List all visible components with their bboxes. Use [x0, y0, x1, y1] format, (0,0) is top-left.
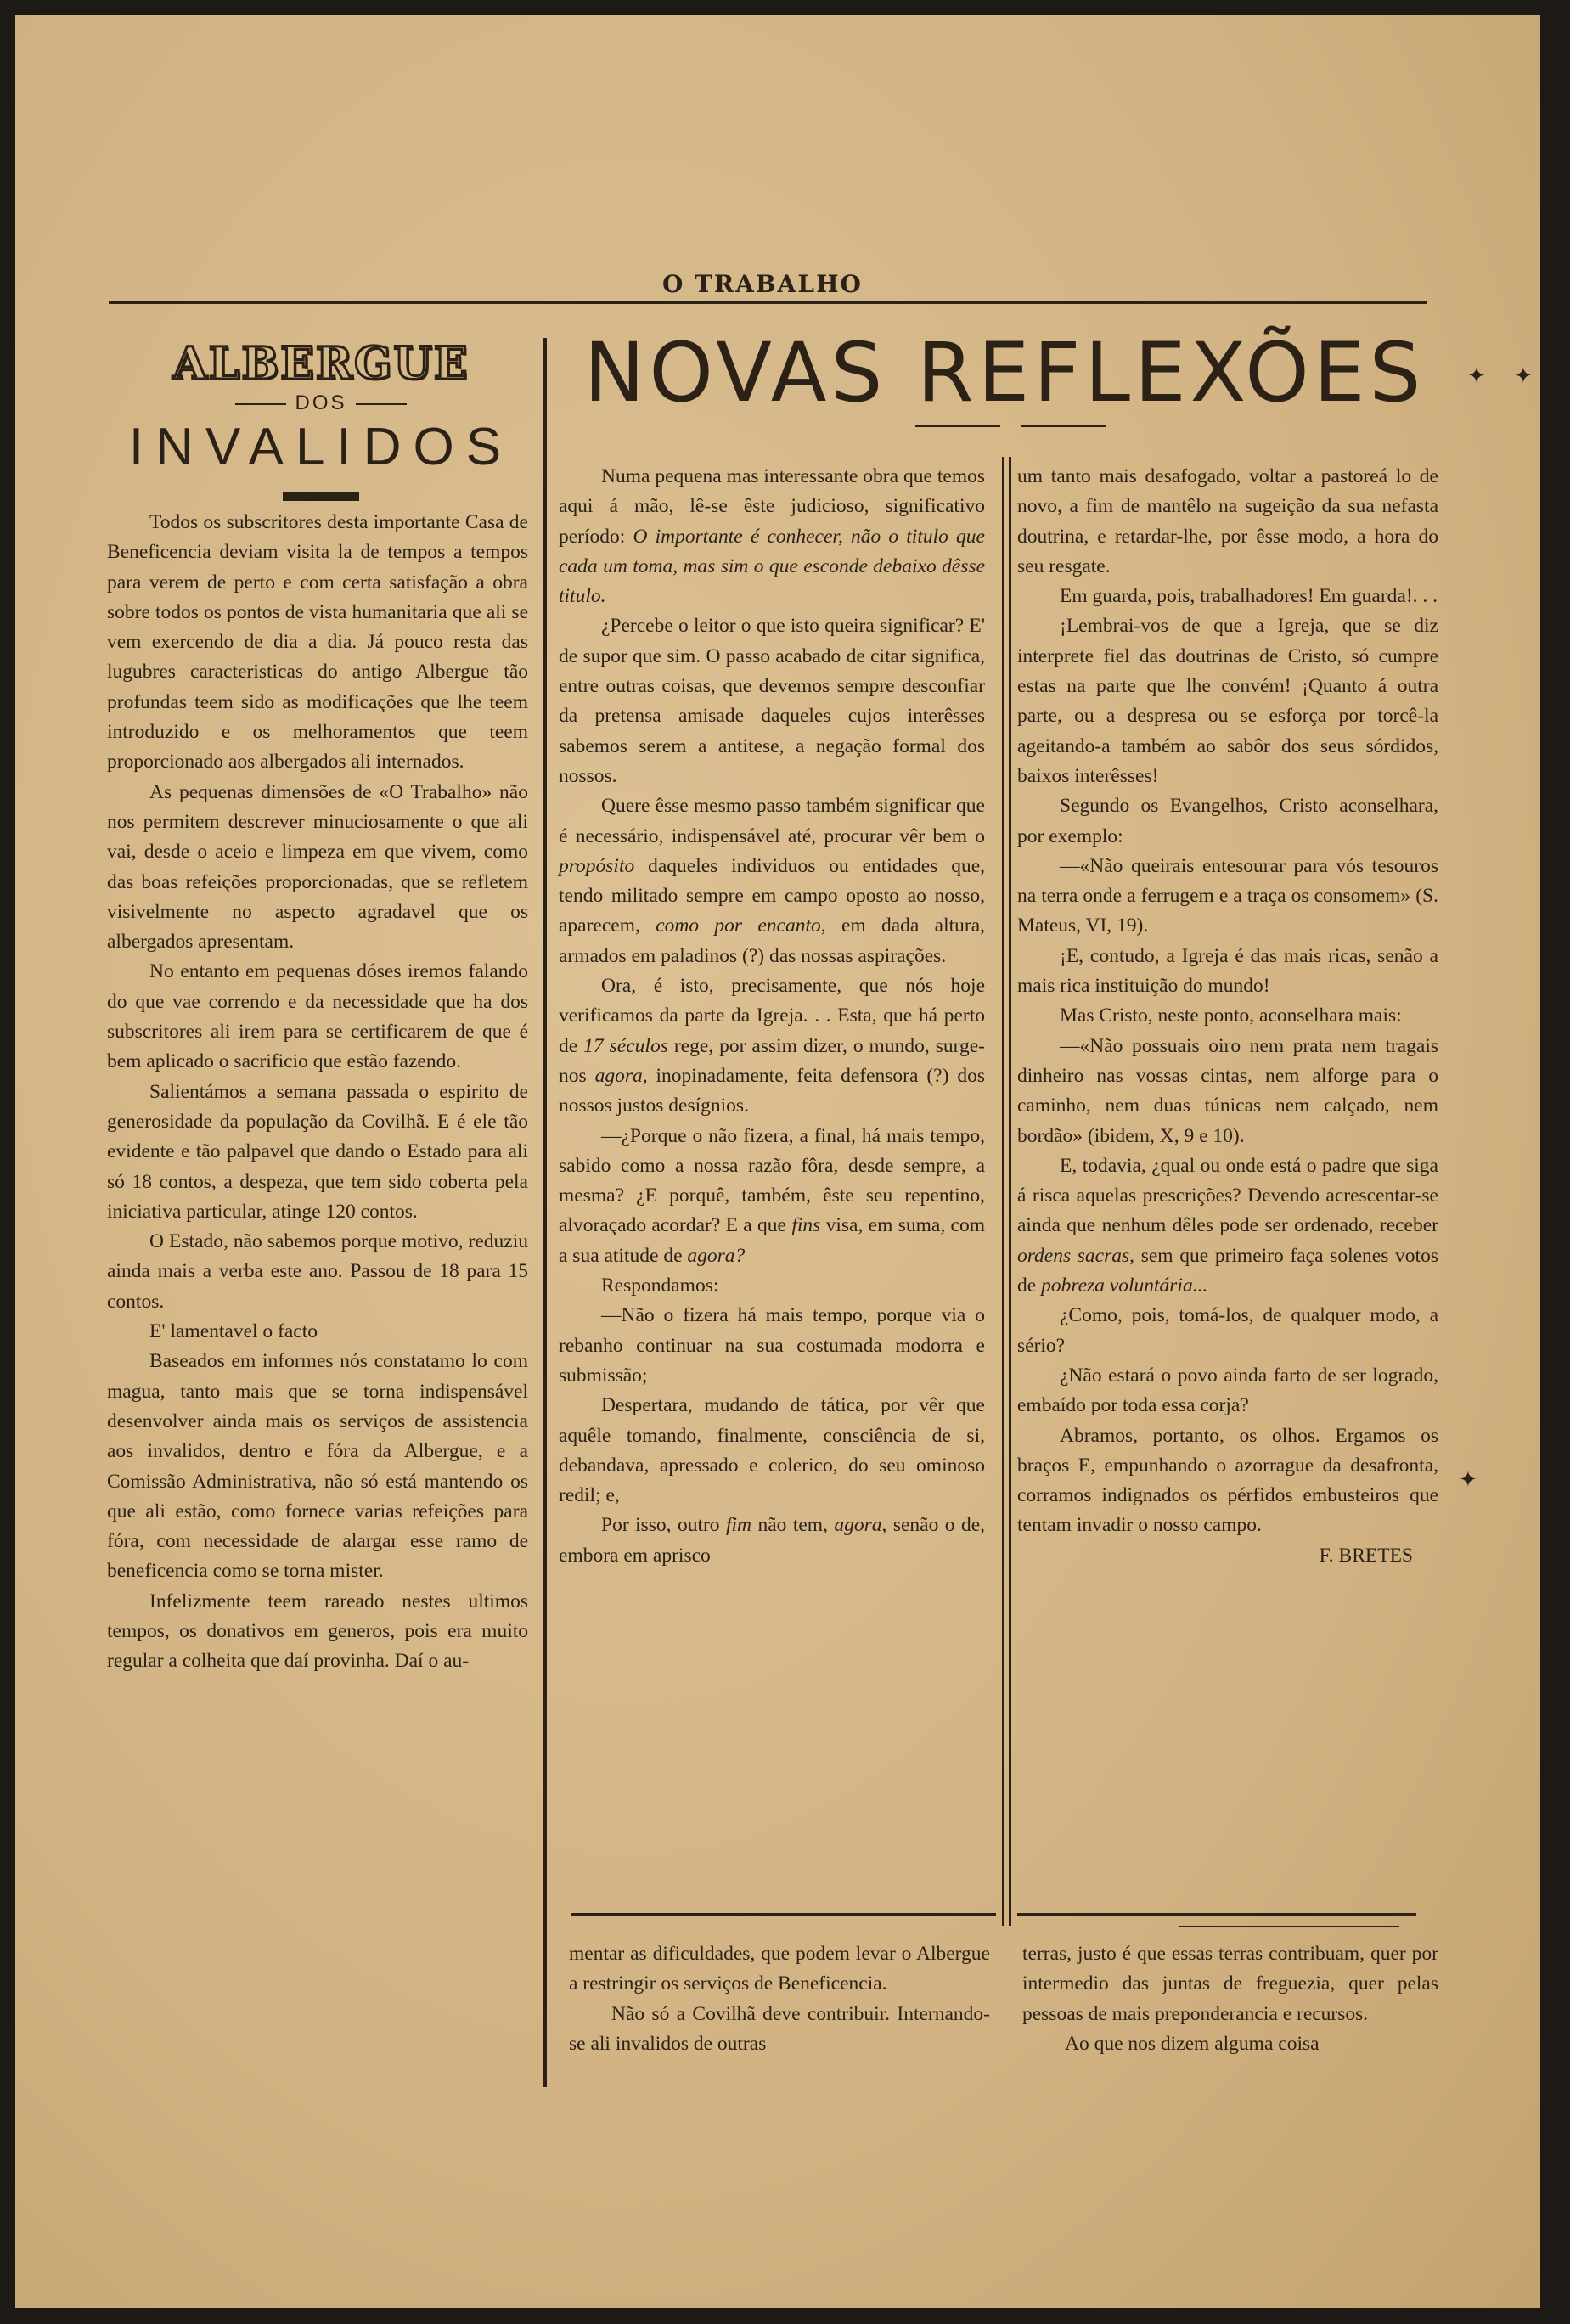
italic-run: propósito — [559, 854, 635, 877]
left-headline — [100, 338, 542, 501]
italic-run: agora — [834, 1514, 882, 1537]
italic-run: pobreza voluntária... — [1041, 1275, 1208, 1297]
text-run: Por isso, outro — [601, 1514, 726, 1537]
reflexoes-paragraph: ¿Percebe o leitor o que isto queira significar? E' de supor que sim. O passo acabado de citar significa, entre outras coisas, que devemos sempre desconfiar da pretensa amisade daqueles cujos interêsses sabemos serem a antitese, a negação formal dos nossos. — [559, 615, 985, 787]
reflexoes-paragraph — [559, 1122, 985, 1271]
albergue-continuation-col-1 — [569, 1939, 990, 2059]
headline-dos: DOS — [100, 391, 542, 415]
reflexoes-paragraph: ¿Não estará o povo ainda farto de ser logrado, embaído por toda essa corja? — [1017, 1364, 1438, 1417]
text-run: E, todavia, ¿qual ou onde está o padre que siga á risca aquelas prescrições? Devendo acrescentar-se ainda que nenhum dêles pode ser ordenado, receber — [1017, 1154, 1438, 1237]
article-end-rule-left — [571, 1913, 996, 1916]
reflexoes-paragraph: Despertara, mudando de tática, por vêr que aquêle tomando, finalmente, consciência de si, debandava, apressado e colerico, do seu ominoso redil; e, — [559, 1394, 985, 1507]
text-run: visa, em suma, com a sua atitude de — [559, 1214, 985, 1267]
reflexoes-paragraph — [559, 1511, 985, 1571]
headline-invalidos: INVALIDOS — [128, 418, 514, 476]
albergue-paragraph: Não só a Covilhã deve contribuir. Internando-se ali invalidos de outras — [569, 2002, 990, 2055]
albergue-paragraph: Infelizmente teem rareado nestes ultimos tempos, os donativos em generos, pois era muito regular a colheita que daí provinha. Daí o au- — [107, 1590, 528, 1673]
albergue-paragraph: Salientámos a semana passada o espirito de generosidade da população da Covilhã. E é ele tão evidente e tão palpavel que dando o Estado para ali só 18 contos, a despeza, que tem sido coberta pela iniciativa particular, atinge 120 contos. — [107, 1080, 528, 1223]
text-run: daqueles individuos ou entidades que, tendo militado sempre em campo oposto ao nosso, aparecem, — [559, 854, 985, 937]
reflexoes-paragraph — [559, 791, 985, 971]
reflexoes-paragraph: ¡Lembrai-vos de que a Igreja, que se diz interprete fiel das doutrinas de Cristo, só cumpre estas na parte que lhe convém! ¡Quanto á outra parte, ou a despresa ou se esforça por torcê-la ageitando-a também ao sabôr dos seus sórdidos, baixos interêsses! — [1017, 615, 1438, 787]
reflexoes-paragraph: Em guarda, pois, trabalhadores! Em guarda!. . . — [1060, 585, 1438, 608]
italic-run: ordens sacras — [1017, 1244, 1130, 1267]
left-column — [107, 508, 528, 1677]
column-rule-3 — [1009, 457, 1011, 1926]
albergue-paragraph: Todos os subscritores desta importante Casa de Beneficencia deviam visita la de tempos a tempos para verem de perto e com certa satisfação a obra sobre todos os pontos de vista humanitaria que ali se vem exercendo de dia a dia. Já pouco resta das lugubres caracteristicas do antigo Albergue tão profundas teem sido as modificações que lhe teem introduzido e os melhoramentos que teem proporcionado aos albergados ali internados. — [107, 511, 528, 774]
reflexoes-paragraph: —«Não queirais entesourar para vós tesouros na terra onde a ferrugem e a traça os consomem» (S. Mateus, VI, 19). — [1017, 854, 1438, 937]
reflexoes-paragraph — [559, 462, 985, 611]
reflexoes-paragraph: ¿Como, pois, tomá-los, de qualquer modo, a sério? — [1017, 1304, 1438, 1357]
albergue-paragraph: Baseados em informes nós constatamo lo com magua, tanto mais que se torna indispensável desenvolver ainda mais os serviços de assistencia aos invalidos, dentro e fóra da Albergue, e a Comissão Administrativa, não só está mantendo os que ali estão, como fornece varias refeições para fóra, com necessidade de alargar esse ramo de beneficencia como se torna mister. — [107, 1350, 528, 1583]
text-run: , inopinadamente, feita defensora (?) dos nossos justos desígnios. — [559, 1064, 985, 1117]
albergue-paragraph: Ao que nos dizem alguma coisa — [1065, 2032, 1320, 2055]
text-run: Numa pequena mas interessante obra que temos aqui á mão, lê-se êste judicioso, significativo período: — [559, 465, 985, 548]
italic-run: como por encanto — [656, 914, 821, 937]
headline-novas-reflexoes: NOVAS REFLEXÕES — [583, 325, 1426, 420]
italic-run: 17 séculos — [583, 1034, 668, 1057]
title-rule-right — [1021, 425, 1106, 427]
article-end-rule-right — [1017, 1913, 1416, 1916]
text-run: Quere êsse mesmo passo também significar que é necessário, indispensável até, procurar vêr bem o — [559, 795, 985, 847]
speck-mark: ✦ — [1467, 363, 1486, 388]
headline-bar — [283, 492, 359, 501]
italic-run: fins — [791, 1214, 821, 1237]
reflexoes-paragraph: —Não o fizera há mais tempo, porque via o rebanho continuar na sua costumada modorra e submissão; — [559, 1304, 985, 1387]
speck-mark: ✦ — [1514, 363, 1533, 388]
albergue-paragraph: mentar as dificuldades, que podem levar o Albergue a restringir os serviços de Beneficencia. — [569, 1943, 990, 1995]
reflexoes-paragraph: —«Não possuais oiro nem prata nem tragais dinheiro nas vossas cintas, nem alforge para o caminho, nem duas túnicas nem calçado, nem bordão» (ibidem, X, 9 e 10). — [1017, 1034, 1438, 1147]
speck-mark: ✦ — [1459, 1467, 1477, 1492]
reflexoes-paragraph: Abramos, portanto, os olhos. Ergamos os braços E, empunhando o azorrague da desafronta, corramos indignados os pérfidos embusteiros que tentam invadir o nosso campo. — [1017, 1424, 1438, 1537]
italic-run: O importante é conhecer, não o titulo que cada um toma, mas sim o que esconde debaixo dêsse titulo. — [559, 525, 985, 608]
masthead: O TRABALHO — [662, 270, 863, 298]
text-run: , senão o de, embora em aprisco — [559, 1514, 986, 1567]
reflexoes-paragraph: ¡E, contudo, a Igreja é das mais ricas, senão a mais rica instituição do mundo! — [1017, 944, 1438, 998]
text-run: Ora, é isto, precisamente, que nós hoje verificamos da parte da Igreja. . . Esta, que há perto de — [559, 975, 985, 1057]
reflexoes-paragraph: Segundo os Evangelhos, Cristo aconselhara, por exemplo: — [1017, 795, 1438, 847]
reflexoes-column-2 — [1017, 462, 1438, 1571]
reflexoes-paragraph — [1017, 1151, 1438, 1301]
reflexoes-paragraph: Respondamos: — [601, 1275, 719, 1297]
newspaper-page — [15, 15, 1540, 2308]
text-run: —¿Porque o não fizera, a final, há mais tempo, sabido como a nossa razão fôra, desde sempre, a mesma? ¿E porquê, também, êste seu repentino, alvoraçado acordar? E a que — [559, 1124, 985, 1237]
headline-albergue: ALBERGUE — [172, 338, 470, 390]
italic-run: agora? — [687, 1244, 746, 1267]
italic-run: agora — [594, 1064, 643, 1087]
albergue-continuation-col-2 — [1022, 1939, 1438, 2059]
reflexoes-paragraph: Mas Cristo, neste ponto, aconselhara mais: — [1060, 1004, 1402, 1027]
italic-run: fim — [726, 1514, 752, 1537]
column-rule-2 — [1002, 457, 1004, 1926]
reflexoes-paragraph — [559, 971, 985, 1121]
albergue-paragraph: O Estado, não sabemos porque motivo, reduziu ainda mais a verba este ano. Passou de 18 para 15 contos. — [107, 1230, 528, 1313]
text-run: , em dada altura, armados em paladinos (?) das nossas aspirações. — [559, 914, 986, 967]
text-run: não tem, — [751, 1514, 835, 1537]
reflexoes-column-1 — [559, 462, 985, 1571]
masthead-rule — [109, 301, 1427, 304]
albergue-paragraph: As pequenas dimensões de «O Trabalho» não nos permitem descrever minuciosamente o que ali vai, desde o aceio e limpeza em que vivem, como das boas refeições proporcionadas, que se refletem visivelmente no aspecto agradavel que os albergados apresentam. — [107, 780, 528, 954]
author-signature: F. BRETES — [1319, 1544, 1413, 1567]
reflexoes-paragraph: um tanto mais desafogado, voltar a pastoreá lo de novo, a fim de mantêlo na sugeição da sua nefasta doutrina, e retardar-lhe, por êsse modo, a hora do seu resgate. — [1017, 465, 1438, 577]
text-run: , sem que primeiro faça solenes votos de — [1017, 1244, 1438, 1297]
albergue-paragraph: terras, justo é que essas terras contribuam, quer por intermedio das juntas de freguezia, quer pelas pessoas de mais preponderancia e recursos. — [1022, 1943, 1438, 2025]
albergue-paragraph: E' lamentavel o facto — [149, 1320, 318, 1343]
title-rule-left — [915, 425, 1000, 427]
article-end-rule-thin — [1179, 1926, 1399, 1927]
albergue-paragraph: No entanto em pequenas dóses iremos falando do que vae correndo e da necessidade que ha dos subscritores ali irem para se certificarem de que é bem aplicado o sacrificio que estão fazendo. — [107, 960, 528, 1073]
column-rule-1 — [543, 338, 547, 2087]
text-run: rege, por assim dizer, o mundo, surge-nos — [559, 1034, 985, 1087]
